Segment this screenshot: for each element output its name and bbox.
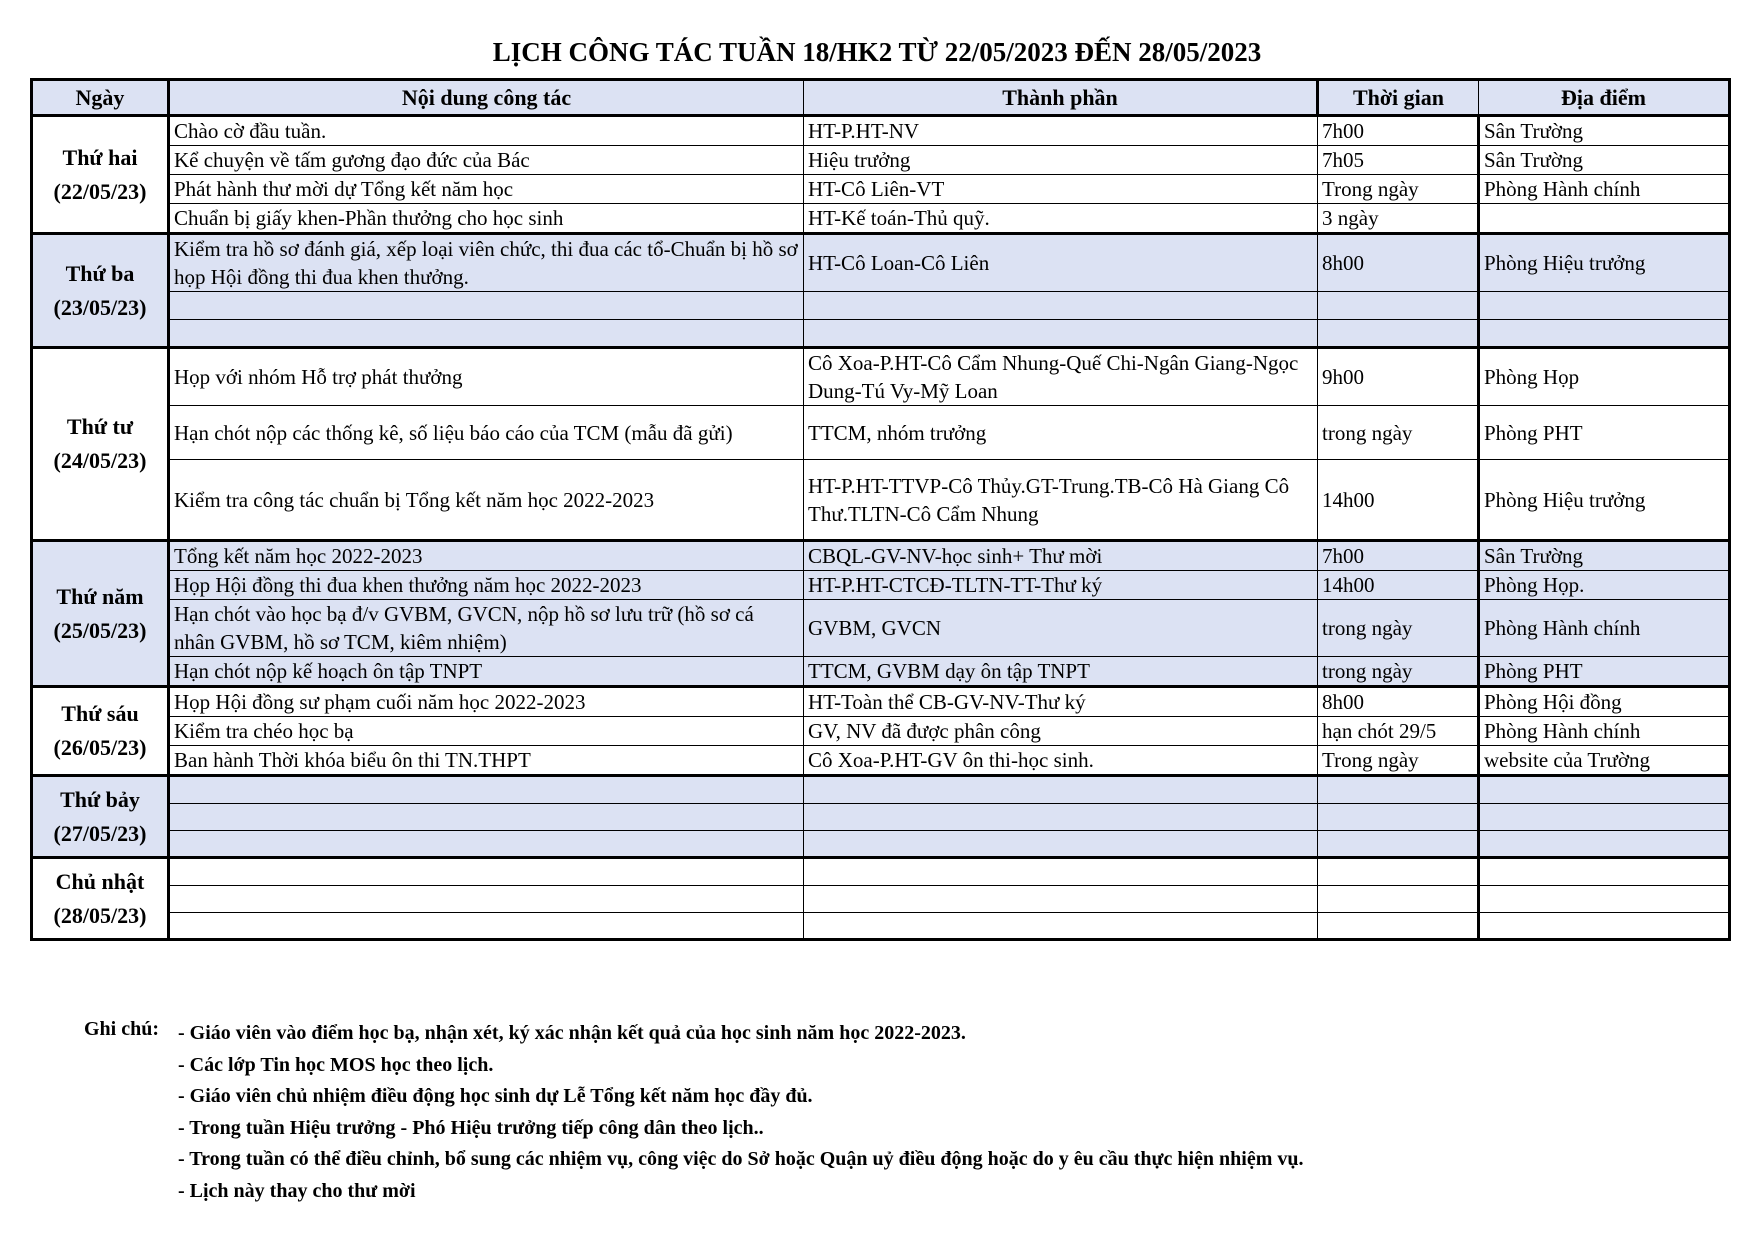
table-row <box>32 348 1730 406</box>
day-name: Chủ nhật <box>55 868 145 894</box>
cell-thoi-gian: 3 ngày <box>1318 204 1479 234</box>
cell-noi-dung: Hạn chót nộp các thống kê, số liệu báo cáo của TCM (mẫu đã gửi) <box>169 406 804 460</box>
cell-thoi-gian <box>1318 320 1479 348</box>
day-name: Thứ hai <box>62 144 138 170</box>
cell-noi-dung: Họp Hội đồng thi đua khen thưởng năm học 2022-2023 <box>169 571 804 600</box>
notes-label: Ghi chú: <box>84 1018 160 1040</box>
cell-thoi-gian <box>1318 858 1479 886</box>
table-row <box>32 320 1730 348</box>
table-row <box>32 858 1730 886</box>
table-row <box>32 657 1730 687</box>
cell-thoi-gian <box>1318 831 1479 858</box>
table-row <box>32 234 1730 292</box>
cell-thoi-gian: 7h00 <box>1318 541 1479 571</box>
day-date: (27/05/23) <box>53 820 147 846</box>
cell-thanh-phan: GV, NV đã được phân công <box>804 717 1318 746</box>
cell-thanh-phan <box>804 886 1318 913</box>
header-dia-diem: Địa điểm <box>1479 80 1730 116</box>
cell-thoi-gian <box>1318 913 1479 940</box>
schedule-body <box>32 116 1730 940</box>
cell-thanh-phan <box>804 320 1318 348</box>
cell-dia-diem: Phòng Họp. <box>1479 571 1730 600</box>
table-row <box>32 116 1730 146</box>
cell-noi-dung: Kiểm tra hồ sơ đánh giá, xếp loại viên chức, thi đua các tổ-Chuẩn bị hồ sơ họp Hội đồng thi đua khen thưởng. <box>169 234 804 292</box>
cell-thanh-phan: HT-P.HT-NV <box>804 116 1318 146</box>
header-noi-dung: Nội dung công tác <box>169 80 804 116</box>
table-row <box>32 204 1730 234</box>
cell-noi-dung <box>169 858 804 886</box>
cell-thoi-gian: hạn chót 29/5 <box>1318 717 1479 746</box>
cell-noi-dung: Họp Hội đồng sư phạm cuối năm học 2022-2023 <box>169 687 804 717</box>
note-item: - Giáo viên vào điểm học bạ, nhận xét, ký xác nhận kết quả của học sinh năm học 2022-2023. <box>178 1022 966 1044</box>
day-date: (23/05/23) <box>53 294 147 320</box>
cell-noi-dung: Ban hành Thời khóa biểu ôn thi TN.THPT <box>169 746 804 776</box>
day-cell <box>32 234 169 348</box>
day-cell <box>32 687 169 776</box>
cell-thanh-phan: HT-P.HT-CTCĐ-TLTN-TT-Thư ký <box>804 571 1318 600</box>
cell-thoi-gian: 14h00 <box>1318 571 1479 600</box>
day-cell <box>32 348 169 541</box>
cell-thoi-gian: 7h00 <box>1318 116 1479 146</box>
cell-thanh-phan: CBQL-GV-NV-học sinh+ Thư mời <box>804 541 1318 571</box>
cell-dia-diem: Sân Trường <box>1479 116 1730 146</box>
cell-thoi-gian: trong ngày <box>1318 657 1479 687</box>
day-cell <box>32 541 169 687</box>
cell-noi-dung <box>169 292 804 320</box>
cell-thoi-gian: trong ngày <box>1318 600 1479 657</box>
cell-dia-diem <box>1479 831 1730 858</box>
cell-thoi-gian: 8h00 <box>1318 687 1479 717</box>
day-cell <box>32 116 169 234</box>
notes-list <box>178 1018 1678 1207</box>
day-name: Thứ sáu <box>61 701 139 726</box>
header-thanh-phan: Thành phần <box>804 80 1318 116</box>
cell-thanh-phan: HT-Kế toán-Thủ quỹ. <box>804 204 1318 234</box>
cell-dia-diem <box>1479 320 1730 348</box>
page-title: LỊCH CÔNG TÁC TUẦN 18/HK2 TỪ 22/05/2023 ĐẾN 28/05/2023 <box>492 37 1262 67</box>
day-name: Thứ bảy <box>60 786 140 812</box>
cell-thoi-gian: Trong ngày <box>1318 175 1479 204</box>
note-item: - Trong tuần Hiệu trưởng - Phó Hiệu trưởng tiếp công dân theo lịch.. <box>178 1116 764 1139</box>
cell-dia-diem: Phòng Hội đồng <box>1479 687 1730 717</box>
cell-thoi-gian <box>1318 886 1479 913</box>
cell-noi-dung <box>169 320 804 348</box>
cell-noi-dung: Chuẩn bị giấy khen-Phần thưởng cho học sinh <box>169 204 804 234</box>
cell-thanh-phan <box>804 776 1318 804</box>
cell-noi-dung: Hạn chót nộp kế hoạch ôn tập TNPT <box>169 657 804 687</box>
cell-dia-diem: Sân Trường <box>1479 541 1730 571</box>
cell-dia-diem: website của Trường <box>1479 746 1730 776</box>
cell-thanh-phan <box>804 292 1318 320</box>
cell-dia-diem: Phòng Hiệu trưởng <box>1479 460 1730 541</box>
note-item: - Các lớp Tin học MOS học theo lịch. <box>178 1053 494 1076</box>
cell-thanh-phan <box>804 913 1318 940</box>
table-row <box>32 146 1730 175</box>
cell-dia-diem: Phòng Họp <box>1479 348 1730 406</box>
cell-thoi-gian <box>1318 804 1479 831</box>
cell-noi-dung: Kiểm tra công tác chuẩn bị Tổng kết năm học 2022-2023 <box>169 460 804 541</box>
table-row <box>32 913 1730 940</box>
table-row <box>32 460 1730 541</box>
cell-noi-dung <box>169 776 804 804</box>
table-row <box>32 717 1730 746</box>
table-row <box>32 746 1730 776</box>
day-cell <box>32 776 169 858</box>
cell-noi-dung <box>169 804 804 831</box>
cell-thanh-phan: HT-Cô Loan-Cô Liên <box>804 234 1318 292</box>
day-name: Thứ ba <box>65 260 135 286</box>
cell-thoi-gian <box>1318 776 1479 804</box>
cell-thanh-phan: TTCM, nhóm trưởng <box>804 406 1318 460</box>
note-item: - Trong tuần có thể điều chỉnh, bổ sung các nhiệm vụ, công việc do Sở hoặc Quận uỷ điều động hoặc do y êu cầu thực hiện nhiệm vụ. <box>178 1148 1304 1170</box>
day-cell <box>32 858 169 940</box>
day-name: Thứ năm <box>56 583 144 609</box>
cell-thoi-gian: 7h05 <box>1318 146 1479 175</box>
cell-thanh-phan: TTCM, GVBM dạy ôn tập TNPT <box>804 657 1318 687</box>
day-date: (22/05/23) <box>53 178 147 204</box>
cell-thoi-gian <box>1318 292 1479 320</box>
cell-dia-diem: Phòng Hiệu trưởng <box>1479 234 1730 292</box>
cell-thanh-phan: Cô Xoa-P.HT-Cô Cẩm Nhung-Quế Chi-Ngân Giang-Ngọc Dung-Tú Vy-Mỹ Loan <box>804 348 1318 406</box>
table-row <box>32 600 1730 657</box>
cell-thanh-phan <box>804 858 1318 886</box>
cell-dia-diem: Phòng Hành chính <box>1479 600 1730 657</box>
cell-noi-dung: Chào cờ đầu tuần. <box>169 116 804 146</box>
day-date: (28/05/23) <box>53 902 147 928</box>
cell-thanh-phan: HT-Cô Liên-VT <box>804 175 1318 204</box>
cell-thoi-gian: trong ngày <box>1318 406 1479 460</box>
table-row <box>32 886 1730 913</box>
cell-dia-diem: Sân Trường <box>1479 146 1730 175</box>
cell-noi-dung: Tổng kết năm học 2022-2023 <box>169 541 804 571</box>
cell-noi-dung: Hạn chót vào học bạ đ/v GVBM, GVCN, nộp hồ sơ lưu trữ (hồ sơ cá nhân GVBM, hồ sơ TCM, kiêm nhiệm) <box>169 600 804 657</box>
cell-thanh-phan: HT-Toàn thể CB-GV-NV-Thư ký <box>804 687 1318 717</box>
cell-dia-diem <box>1479 886 1730 913</box>
cell-thanh-phan <box>804 831 1318 858</box>
cell-dia-diem: Phòng PHT <box>1479 406 1730 460</box>
day-date: (26/05/23) <box>53 735 147 760</box>
cell-dia-diem: Phòng PHT <box>1479 657 1730 687</box>
cell-noi-dung: Họp với nhóm Hỗ trợ phát thưởng <box>169 348 804 406</box>
cell-thoi-gian: 9h00 <box>1318 348 1479 406</box>
table-row <box>32 571 1730 600</box>
day-name: Thứ tư <box>66 414 134 439</box>
table-row <box>32 292 1730 320</box>
cell-thoi-gian: 14h00 <box>1318 460 1479 541</box>
table-row <box>32 687 1730 717</box>
day-date: (25/05/23) <box>53 617 147 643</box>
header-row <box>32 80 1730 116</box>
cell-noi-dung: Phát hành thư mời dự Tổng kết năm học <box>169 175 804 204</box>
cell-noi-dung <box>169 886 804 913</box>
cell-dia-diem <box>1479 204 1730 234</box>
cell-thanh-phan: HT-P.HT-TTVP-Cô Thủy.GT-Trung.TB-Cô Hà Giang Cô Thư.TLTN-Cô Cẩm Nhung <box>804 460 1318 541</box>
cell-thoi-gian: 8h00 <box>1318 234 1479 292</box>
table-row <box>32 804 1730 831</box>
cell-dia-diem: Phòng Hành chính <box>1479 175 1730 204</box>
header-ngay: Ngày <box>32 80 169 116</box>
cell-thanh-phan: Hiệu trưởng <box>804 146 1318 175</box>
cell-dia-diem <box>1479 804 1730 831</box>
table-row <box>32 831 1730 858</box>
cell-noi-dung: Kể chuyện về tấm gương đạo đức của Bác <box>169 146 804 175</box>
table-row <box>32 175 1730 204</box>
cell-dia-diem <box>1479 776 1730 804</box>
cell-dia-diem <box>1479 858 1730 886</box>
cell-noi-dung <box>169 831 804 858</box>
cell-noi-dung <box>169 913 804 940</box>
schedule-table <box>30 78 1731 941</box>
note-item: - Giáo viên chủ nhiệm điều động học sinh dự Lễ Tổng kết năm học đầy đủ. <box>178 1085 813 1107</box>
table-row <box>32 406 1730 460</box>
cell-dia-diem <box>1479 913 1730 940</box>
cell-thoi-gian: Trong ngày <box>1318 746 1479 776</box>
note-item: - Lịch này thay cho thư mời <box>178 1179 416 1202</box>
cell-thanh-phan: Cô Xoa-P.HT-GV ôn thi-học sinh. <box>804 746 1318 776</box>
cell-noi-dung: Kiểm tra chéo học bạ <box>169 717 804 746</box>
table-row <box>32 541 1730 571</box>
cell-dia-diem <box>1479 292 1730 320</box>
cell-dia-diem: Phòng Hành chính <box>1479 717 1730 746</box>
day-date: (24/05/23) <box>53 448 147 473</box>
cell-thanh-phan: GVBM, GVCN <box>804 600 1318 657</box>
header-thoi-gian: Thời gian <box>1318 80 1479 116</box>
table-row <box>32 776 1730 804</box>
cell-thanh-phan <box>804 804 1318 831</box>
